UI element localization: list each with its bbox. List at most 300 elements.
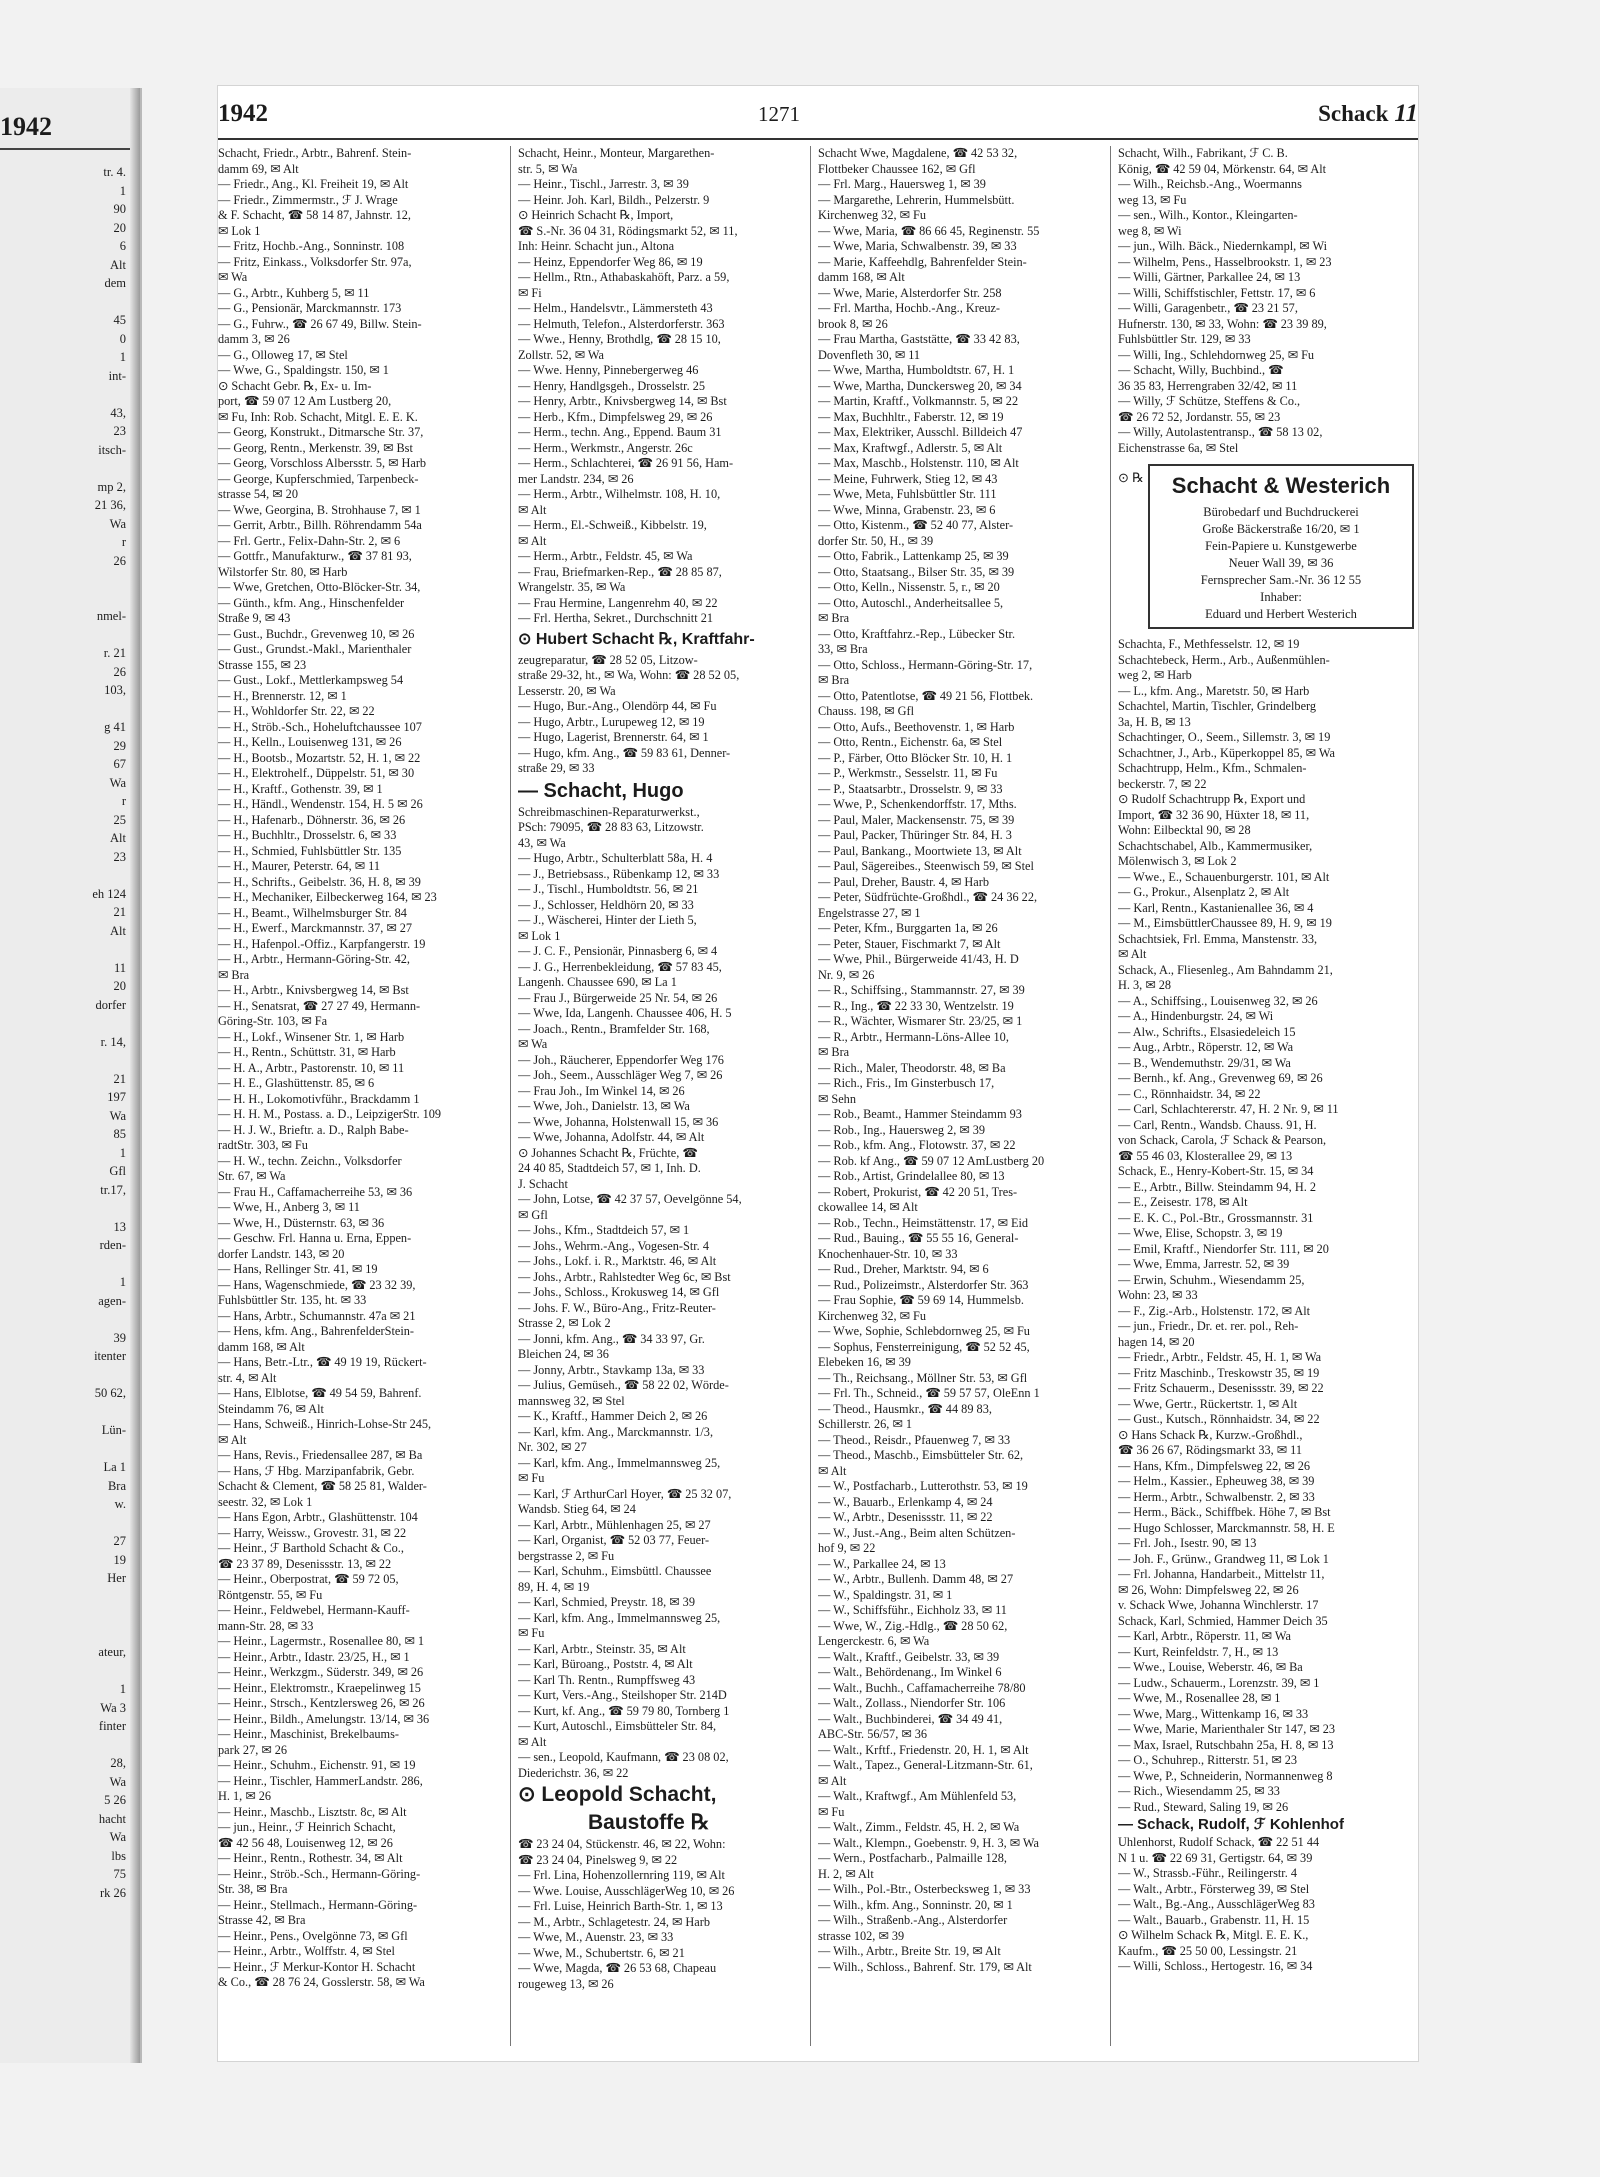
directory-entry-line: — G., Pensionär, Marckmannstr. 173 (218, 301, 402, 315)
directory-entry-line: — H., Schmied, Fuhlsbüttler Str. 135 (218, 843, 402, 858)
directory-entry-line: — Gust., Lokf., Mettlerkampsweg 54 (218, 673, 404, 687)
directory-entry-line: — H., Arbtr., Hermann-Göring-Str. 42, (218, 952, 410, 966)
directory-entry-line: — Wwe, Martha, Dunckersweg 20, ✉ 34 (818, 378, 1022, 393)
directory-entry-line: — George, Kupferschmied, Tarpenbeck- (218, 471, 419, 486)
adjacent-page-fragment: lbs (111, 1848, 126, 1863)
adjacent-page-fragment: ateur, (98, 1645, 126, 1659)
directory-entry-line: weg 2, ✉ Harb (1118, 668, 1192, 682)
directory-entry-line: — H., Kraftf., Gothenstr. 39, ✉ 1 (218, 781, 383, 796)
directory-entry-line: — Max, Maschb., Holstenstr. 110, ✉ Alt (818, 456, 1019, 470)
directory-entry-line: — Johs., Wehrm.-Ang., Vogesen-Str. 4 (518, 1238, 709, 1253)
column-3 (818, 146, 1103, 2046)
adjacent-page-fragment: Gfl (109, 1164, 126, 1178)
directory-entry-line: Strasse 2, ✉ Lok 2 (518, 1316, 611, 1330)
adjacent-page-fragment: 21 (113, 905, 126, 919)
directory-entry-line: — H., Elektrohelf., Düppelstr. 51, ✉ 30 (218, 766, 415, 780)
directory-entry-line: — Herm., El.-Schweiß., Kibbelstr. 19, (518, 518, 707, 532)
directory-entry-line: Schachtsiek, Frl. Emma, Manstenstr. 33, (1118, 931, 1318, 946)
directory-entry-line: Wilstorfer Str. 80, ✉ Harb (218, 564, 348, 579)
column-divider (510, 146, 511, 2046)
adjacent-page-fragment (6, 1310, 126, 1329)
entry-heading-leopold: ⊙ Leopold Schacht, (518, 1783, 717, 1806)
directory-entry-line: — John, Lotse, ☎ 42 37 57, Oevelgönne 54, (518, 1192, 742, 1206)
directory-entry-line: — Paul, Sägereibes., Steenwisch 59, ✉ Stel (818, 859, 1034, 873)
directory-entry-line: ⊙ Schacht Gebr. ℞, Ex- u. Im- (218, 378, 372, 393)
directory-entry-line: — Wwe, M., Schubertstr. 6, ✉ 21 (518, 1945, 685, 1960)
directory-entry-line: Hufnerstr. 130, ✉ 33, Wohn: ☎ 23 39 89, (1118, 316, 1327, 331)
directory-entry-line: — Frl. Hertha, Sekret., Durchschnitt 21 (518, 611, 714, 625)
adjacent-page-fragment (6, 1199, 126, 1218)
directory-entry-line: — jun., Heinr., ℱ Heinrich Schacht, (218, 1820, 396, 1834)
directory-entry-line: — Carl, Schlachtererstr. 47, H. 2 Nr. 9, ✉ 11 (1118, 1102, 1339, 1116)
directory-entry-line: — H., Schrifts., Geibelstr. 36, H. 8, ✉ 39 (218, 874, 421, 889)
directory-entry-line: Lesserstr. 20, ✉ Wa (518, 683, 616, 698)
directory-entry-line: H. 3, ✉ 28 (1118, 978, 1172, 992)
directory-entry-line: — H. W., techn. Zeichn., Volksdorfer (218, 1153, 402, 1168)
directory-entry-line: — Bernh., kf. Ang., Grevenweg 69, ✉ 26 (1118, 1071, 1323, 1085)
directory-entry-line: — Wwe, Marie, Marienthaler Str 147, ✉ 23 (1118, 1722, 1336, 1736)
entry-heading-hugo: — Schacht, Hugo (518, 779, 684, 802)
directory-entry-line: — Hans, Revis., Friedensallee 287, ✉ Ba (218, 1448, 423, 1462)
directory-entry-line: — Rich., Fris., Im Ginsterbusch 17, (818, 1076, 995, 1090)
directory-entry-line: — Walt., Arbtr., Försterweg 39, ✉ Stel (1118, 1881, 1310, 1896)
directory-entry-line: — Helm., Kassier., Epheuweg 38, ✉ 39 (1118, 1474, 1315, 1488)
directory-entry-line: — Heinr., Strsch., Kentzlersweg 26, ✉ 26 (218, 1696, 425, 1710)
adjacent-page-fragment: 23 (113, 849, 126, 864)
adjacent-page-fragment (6, 293, 126, 312)
directory-entry-line: brook 8, ✉ 26 (818, 316, 888, 331)
directory-entry-line: — Walt., Behördenang., Im Winkel 6 (818, 1665, 1002, 1679)
directory-entry-line: — Erwin, Schuhm., Wiesendamm 25, (1118, 1272, 1305, 1287)
directory-entry-line: — Wilh., Reichsb.-Ang., Woermanns (1118, 177, 1302, 191)
adjacent-page-fragment (6, 626, 126, 645)
directory-entry-line: — Herm., Arbtr., Schwalbenstr. 2, ✉ 33 (1118, 1489, 1315, 1504)
page-year: 1942 (218, 100, 268, 127)
adjacent-page-fragment: Alt (110, 257, 126, 272)
directory-entry-line: — Theod., Hausmkr., ☎ 44 89 83, (818, 1401, 992, 1416)
directory-entry-line: Nr. 9, ✉ 26 (818, 967, 875, 982)
directory-entry-line: strasse 102, ✉ 39 (818, 1928, 905, 1943)
adjacent-page-fragment: 5 26 (104, 1793, 126, 1807)
directory-entry-line: weg 8, ✉ Wi (1118, 223, 1182, 238)
directory-entry-line: — G., Prokur., Alsenplatz 2, ✉ Alt (1118, 885, 1290, 899)
directory-entry-line: ✉ Sehn (818, 1091, 856, 1106)
directory-entry-line: — Walt., Buchh., Caffamacherreihe 78/80 (818, 1680, 1026, 1695)
directory-entry-line: & F. Schacht, ☎ 58 14 87, Jahnstr. 12, (218, 208, 411, 222)
directory-entry-line: — Otto, Kistenm., ☎ 52 40 77, Alster- (818, 518, 1014, 532)
directory-entry-line: — Carl, Rentn., Wandsb. Chauss. 91, H. (1118, 1117, 1317, 1132)
adjacent-page-fragment: Wa (109, 1774, 126, 1789)
directory-entry-line: — Heinr., Ströb.-Sch., Hermann-Göring- (218, 1866, 421, 1881)
directory-entry-line: — Herm., Bäck., Schiffbek. Höhe 7, ✉ Bst (1118, 1505, 1331, 1519)
adjacent-page-fragment: itsch- (98, 442, 126, 457)
directory-entry-line: straße 29, ✉ 33 (518, 761, 595, 775)
directory-entry-line: — Heinr., ℱ Barthold Schacht & Co., (218, 1541, 404, 1555)
directory-entry-line: — Wern., Postfacharb., Palmaille 128, (818, 1851, 1008, 1865)
directory-entry-line: Schachtel, Martin, Tischler, Grindelberg (1118, 699, 1317, 713)
directory-entry-line: — Karl, Rentn., Kastanienallee 36, ✉ 4 (1118, 900, 1314, 915)
directory-entry-line: — Julius, Gemüseh., ☎ 58 22 02, Wörde- (518, 1378, 729, 1392)
directory-entry-line: — Walt., Kraftwgf., Am Mühlenfeld 53, (818, 1789, 1017, 1803)
adjacent-page-fragment: r. 14, (100, 1034, 126, 1049)
adjacent-page-fragment: 28, (110, 1756, 126, 1770)
directory-entry-line: — Otto, Fabrik., Lattenkamp 25, ✉ 39 (818, 549, 1009, 563)
directory-entry-line: ⊙ Johannes Schacht ℞, Früchte, ☎ (518, 1145, 698, 1160)
directory-entry-line: — Heinr., ℱ Merkur-Kontor H. Schacht (218, 1959, 416, 1974)
directory-entry-line: Straße 9, ✉ 43 (218, 611, 291, 625)
directory-entry-line: Göring-Str. 103, ✉ Fa (218, 1014, 328, 1028)
directory-entry-line: Elebeken 16, ✉ 39 (818, 1355, 911, 1369)
directory-entry-line: seestr. 32, ✉ Lok 1 (218, 1494, 313, 1509)
directory-entry-line: — Frau H., Caffamacherreihe 53, ✉ 36 (218, 1184, 413, 1199)
directory-entry-line: Eichenstrasse 6a, ✉ Stel (1118, 440, 1239, 455)
directory-entry-line: — K., Kraftf., Hammer Deich 2, ✉ 26 (518, 1409, 708, 1423)
directory-entry-line: — Wwe, Minna, Grabenstr. 23, ✉ 6 (818, 502, 996, 517)
directory-entry-line: — Heinr., Werkzgm., Süderstr. 349, ✉ 26 (218, 1665, 424, 1679)
directory-entry-line: ✉ Alt (218, 1432, 247, 1447)
directory-entry-line: — H., Senatsrat, ☎ 27 27 49, Hermann- (218, 998, 421, 1013)
directory-entry-line: — Helmuth, Telefon., Alsterdorferstr. 363 (518, 316, 725, 331)
adjacent-page-fragment: mp 2, (97, 479, 126, 494)
directory-entry-line: — M., Arbtr., Schlagetestr. 24, ✉ Harb (518, 1914, 711, 1929)
directory-entry-line: 36 35 83, Herrengraben 32/42, ✉ 11 (1118, 378, 1298, 393)
directory-entry-line: park 27, ✉ 26 (218, 1742, 288, 1757)
adjacent-page-fragment: g 41 (104, 720, 126, 734)
adjacent-page-fragment: 90 (113, 202, 126, 216)
directory-entry-line: mannsweg 32, ✉ Stel (518, 1393, 625, 1408)
directory-entry-line: — Hans, Schweiß., Hinrich-Lohse-Str 245, (218, 1417, 432, 1431)
adjacent-page-fragment: 1 (119, 350, 126, 364)
adjacent-page-fragment: 43, (110, 405, 126, 420)
directory-entry-line: weg 13, ✉ Fu (1118, 192, 1187, 207)
directory-entry-line: — Frl. Lina, Hohenzollernring 119, ✉ Alt (518, 1868, 725, 1882)
directory-entry-line: — H., Brennerstr. 12, ✉ 1 (218, 688, 347, 703)
directory-entry-line: — Hans, Arbtr., Schumannstr. 47a ✉ 21 (218, 1308, 416, 1323)
directory-entry-line: — Willy, Autolastentransp., ☎ 58 13 02, (1118, 425, 1323, 439)
directory-entry-line: — Rud., Bauing., ☎ 55 55 16, General- (818, 1231, 1019, 1245)
advertisement-line: Inhaber: (1260, 590, 1302, 604)
directory-entry-line: Flottbeker Chaussee 162, ✉ Gfl (818, 161, 976, 176)
directory-entry-line: ✉ Bra (818, 611, 850, 625)
directory-entry-line: — Hugo, kfm. Ang., ☎ 59 83 61, Denner- (518, 745, 731, 760)
directory-entry-line: — W., Spaldingstr. 31, ✉ 1 (818, 1587, 953, 1602)
directory-entry-line: zeugreparatur, ☎ 28 52 05, Litzow- (518, 652, 698, 667)
adjacent-page-fragment: 39 (113, 1330, 126, 1345)
directory-entry-line: — G., Olloweg 17, ✉ Stel (218, 347, 348, 362)
directory-entry-line: Schacht, Wilh., Fabrikant, ℱ C. B. (1118, 146, 1288, 160)
directory-entry-line: rougeweg 13, ✉ 26 (518, 1976, 614, 1991)
directory-entry-line: — W., Postfacharb., Lutterothstr. 53, ✉ 19 (818, 1479, 1028, 1493)
directory-entry-line: — Wwe. Henny, Pinnebergerweg 46 (518, 363, 699, 377)
directory-entry-line: — Wilh., kfm. Ang., Sonninstr. 20, ✉ 1 (818, 1897, 1013, 1912)
directory-entry-line: Kirchenweg 32, ✉ Fu (818, 1308, 926, 1323)
adjacent-page-fragment: 67 (113, 757, 126, 771)
directory-entry-line: ✉ 26, Wohn: Dimpfelsweg 22, ✉ 26 (1118, 1582, 1299, 1597)
directory-entry-line: straße 29-32, ht., ✉ Wa, Wohn: ☎ 28 52 05, (518, 668, 740, 682)
directory-entry-line: — Meine, Fuhrwerk, Stieg 12, ✉ 43 (818, 471, 998, 486)
directory-entry-line: — A., Hindenburgstr. 24, ✉ Wi (1118, 1009, 1274, 1023)
directory-entry-line: ✉ Bra (818, 673, 850, 687)
directory-entry-line: Wohn: 23, ✉ 33 (1118, 1288, 1198, 1302)
adjacent-page-fragment: 1 (119, 183, 126, 198)
directory-entry-line: — Frl. Martha, Hochb.-Ang., Kreuz- (818, 301, 1001, 315)
directory-entry-line: — Walt., Tapez., General-Litzmann-Str. 61, (818, 1758, 1033, 1772)
directory-entry-line: — Paul, Bankang., Moortwiete 13, ✉ Alt (818, 843, 1022, 858)
directory-entry-line: — Theod., Maschb., Eimsbütteler Str. 62, (818, 1448, 1024, 1462)
directory-entry-line: — Heinr., Stellmach., Hermann-Göring- (218, 1897, 418, 1912)
directory-entry-line: — Wwe., E., Schauenburgerstr. 101, ✉ Alt (1118, 869, 1330, 884)
directory-entry-line: — Karl, kfm. Ang., Marckmannstr. 1/3, (518, 1424, 714, 1439)
adjacent-page-fragment: 6 (119, 239, 126, 253)
directory-entry-line: — Rob., Techn., Heimstättenstr. 17, ✉ Eid (818, 1215, 1029, 1230)
directory-entry-line: — Karl, Schuhm., Eimsbüttl. Chaussee (518, 1564, 712, 1578)
directory-entry-line: ☎ 23 24 04, Pinelsweg 9, ✉ 22 (518, 1852, 678, 1867)
directory-entry-line: damm 168, ✉ Alt (218, 1339, 305, 1354)
entry-heading-hubert: ⊙ Hubert Schacht ℞, Kraftfahr- (518, 630, 755, 648)
directory-entry-line: von Schack, Carola, ℱ Schack & Pearson, (1118, 1133, 1327, 1147)
directory-entry-line: — Walt., Bg.-Ang., AusschlägerWeg 83 (1118, 1897, 1315, 1911)
directory-entry-line: — H. E., Glashüttenstr. 85, ✉ 6 (218, 1076, 375, 1090)
directory-entry-line: — Rich., Maler, Theodorstr. 48, ✉ Ba (818, 1060, 1006, 1075)
directory-entry-line: — Margarethe, Lehrerin, Hummelsbütt. (818, 192, 1015, 207)
directory-entry-line: 3a, H. B, ✉ 13 (1118, 714, 1191, 729)
directory-entry-line: ☎ 55 46 03, Klosterallee 29, ✉ 13 (1118, 1148, 1293, 1163)
directory-entry-line: — Max, Kraftwgf., Adlerstr. 5, ✉ Alt (818, 440, 1003, 455)
directory-entry-line: — J., Tischl., Humboldtstr. 56, ✉ 21 (518, 882, 699, 896)
adjacent-page-fragment (6, 1051, 126, 1070)
directory-entry-line: ✉ Alt (518, 533, 547, 548)
directory-entry-line: — Wwe, Meta, Fuhlsbüttler Str. 111 (818, 487, 997, 501)
adjacent-page-fragment: int- (108, 368, 126, 383)
directory-entry-line: — Hens, kfm. Ang., BahrenfelderStein- (218, 1324, 415, 1338)
directory-entry-line: — Hans, Kfm., Dimpfelsweg 22, ✉ 26 (1118, 1458, 1311, 1473)
directory-entry-line: — M., EimsbüttlerChaussee 89, H. 9, ✉ 19 (1118, 916, 1332, 930)
directory-entry-line: Schreibmaschinen-Reparaturwerkst., (518, 804, 700, 819)
directory-entry-line: — Heinr., Arbtr., Idastr. 23/25, H., ✉ 1 (218, 1649, 410, 1664)
directory-entry-line: ✉ Alt (818, 1463, 847, 1478)
directory-entry-line: — Herm., Arbtr., Wilhelmstr. 108, H. 10, (518, 487, 721, 501)
directory-entry-line: — H., Händl., Wendenstr. 154, H. 5 ✉ 26 (218, 797, 423, 811)
directory-entry-line: ☎ S.-Nr. 36 04 31, Rödingsmarkt 52, ✉ 11, (518, 223, 738, 238)
directory-entry-line: — Karl, Organist, ☎ 52 03 77, Feuer- (518, 1533, 710, 1547)
directory-entry-line: — H. H. M., Postass. a. D., LeipzigerStr. 109 (218, 1107, 442, 1121)
directory-entry-line: Kaufm., ☎ 25 50 00, Lessingstr. 21 (1118, 1943, 1298, 1958)
directory-entry-line: bergstrasse 2, ✉ Fu (518, 1548, 615, 1563)
directory-entry-line: ✉ Fu, Inh: Rob. Schacht, Mitgl. E. E. K. (218, 409, 418, 424)
directory-entry-line: — P., Werkmstr., Sesselstr. 11, ✉ Fu (818, 766, 998, 780)
directory-entry-line: v. Schack Wwe, Johanna Winchlerstr. 17 (1118, 1598, 1319, 1612)
directory-entry-line: — Wwe., Henny, Brothdlg, ☎ 28 15 10, (518, 332, 721, 346)
directory-entry-line: — Heinr., Rentn., Rothestr. 34, ✉ Alt (218, 1851, 403, 1865)
directory-entry-line: — J., Schlosser, Heldhörn 20, ✉ 33 (518, 897, 694, 912)
directory-page (218, 86, 1418, 2061)
adjacent-page-fragment: w. (114, 1497, 126, 1511)
directory-entry-line: — Heinr., Arbtr., Wolffstr. 4, ✉ Stel (218, 1944, 395, 1958)
directory-entry-line: — Martin, Kraftf., Volkmannstr. 5, ✉ 22 (818, 394, 1019, 408)
directory-entry-line: — E., Arbtr., Billw. Steindamm 94, H. 2 (1118, 1179, 1316, 1194)
directory-entry-line: Fuhlsbüttler Str. 129, ✉ 33 (1118, 332, 1251, 346)
running-head-name: Schack (1318, 101, 1389, 126)
directory-entry-line: 43, ✉ Wa (518, 835, 566, 850)
directory-entry-line: mer Landstr. 234, ✉ 26 (518, 471, 634, 486)
directory-entry-line: — Wwe, H., Anberg 3, ✉ 11 (218, 1200, 360, 1214)
directory-entry-line: — Frl. Th., Schneid., ☎ 59 57 57, OleEnn 1 (818, 1386, 1040, 1400)
directory-entry-line: — Karl Th. Rentn., Rumpffsweg 43 (518, 1672, 696, 1687)
directory-entry-line: — Johs., Schloss., Krokusweg 14, ✉ Gfl (518, 1285, 720, 1299)
adjacent-page-fragment (6, 1366, 126, 1385)
directory-entry-line: — Wwe, Johanna, Adolfstr. 44, ✉ Alt (518, 1130, 705, 1144)
directory-entry-line: — Th., Reichsang., Möllner Str. 53, ✉ Gfl (818, 1370, 1028, 1385)
directory-entry-line: Kirchenweg 32, ✉ Fu (818, 208, 926, 222)
advertisement-line: Eduard und Herbert Westerich (1205, 607, 1357, 621)
directory-entry-line: — Peter, Kfm., Burggarten 1a, ✉ 26 (818, 921, 998, 935)
directory-entry-line: — Frau Hermine, Langenrehm 40, ✉ 22 (518, 595, 718, 610)
directory-entry-line: Diederichstr. 36, ✉ 22 (518, 1765, 629, 1780)
directory-entry-line: damm 3, ✉ 26 (218, 332, 290, 346)
header-rule (218, 138, 1418, 140)
directory-entry-line: — Karl, ℱ ArthurCarl Hoyer, ☎ 25 32 07, (518, 1486, 732, 1501)
directory-entry-line: — W., Strassb.-Führ., Reilingerstr. 4 (1118, 1866, 1297, 1880)
directory-entry-line: Schack, E., Henry-Kobert-Str. 15, ✉ 34 (1118, 1164, 1314, 1178)
directory-entry-line: — Wilh., Straßenb.-Ang., Alsterdorfer (818, 1913, 1008, 1927)
directory-entry-line: — J. G., Herrenbekleidung, ☎ 57 83 45, (518, 959, 722, 974)
directory-entry-line: — Fritz, Einkass., Volksdorfer Str. 97a, (218, 254, 412, 269)
directory-entry-line: — Frl. Gertr., Felix-Dahn-Str. 2, ✉ 6 (218, 533, 401, 548)
directory-entry-line: — Alw., Schrifts., Elsasiedeleich 15 (1118, 1024, 1296, 1039)
directory-entry-line: Wandsb. Stieg 64, ✉ 24 (518, 1502, 636, 1516)
directory-entry-line: — Walt., Klempn., Goebenstr. 9, H. 3, ✉ Wa (818, 1835, 1039, 1850)
directory-entry-line: — Hugo, Arbtr., Schulterblatt 58a, H. 4 (518, 851, 713, 865)
directory-entry-line: — Wwe, G., Spaldingstr. 150, ✉ 1 (218, 363, 389, 377)
directory-entry-line: Schachtrupp, Helm., Kfm., Schmalen- (1118, 761, 1307, 775)
adjacent-page-fragment: 11 (113, 960, 126, 975)
directory-entry-line: Str. 67, ✉ Wa (218, 1169, 286, 1183)
directory-entry-line: — Herm., Werkmstr., Angerstr. 26c (518, 440, 693, 455)
directory-entry-line: ✉ Alt (818, 1773, 847, 1788)
directory-entry-line: N 1 u. ☎ 22 69 31, Gertigstr. 64, ✉ 39 (1118, 1850, 1313, 1865)
directory-entry-line: — Karl, kfm. Ang., Immelmannsweg 25, (518, 1610, 721, 1625)
directory-entry-line: — Karl, Schmied, Preystr. 18, ✉ 39 (518, 1595, 695, 1609)
page-running-head (1318, 100, 1418, 128)
adjacent-page-fragment: Alt (110, 831, 126, 845)
adjacent-page-fragment: 23 (113, 424, 126, 438)
directory-entry-line: Strasse 155, ✉ 23 (218, 657, 307, 672)
directory-entry-line: — W., Arbtr., Bullenh. Damm 48, ✉ 27 (818, 1572, 1014, 1586)
directory-entry-line: — Hugo, Lagerist, Brennerstr. 64, ✉ 1 (518, 730, 709, 744)
column-divider (810, 146, 811, 2046)
directory-entry-line: — Robert, Prokurist, ☎ 42 20 51, Tres- (818, 1184, 1018, 1199)
adjacent-page-fragment: 197 (107, 1090, 126, 1104)
directory-entry-line: — Hans, Betr.-Ltr., ☎ 49 19 19, Rückert- (218, 1355, 427, 1369)
directory-entry-line: — Wwe, Maria, Schwalbenstr. 39, ✉ 33 (818, 239, 1017, 253)
directory-entry-line: — H., Ewerf., Marckmannstr. 37, ✉ 27 (218, 921, 413, 935)
adjacent-page-fragment: tr.17, (100, 1182, 126, 1197)
directory-entry-line: Wohn: Eilbecktal 90, ✉ 28 (1118, 823, 1251, 837)
directory-entry-line: — W., Parkallee 24, ✉ 13 (818, 1556, 946, 1571)
adjacent-page-fragment: 20 (113, 979, 126, 993)
directory-entry-line: — Willi, Garagenbetr., ☎ 23 21 57, (1118, 301, 1298, 315)
directory-entry-line: — H., Wohldorfer Str. 22, ✉ 22 (218, 704, 375, 718)
directory-entry-line: — Wwe, Phil., Bürgerweide 41/43, H. D (818, 952, 1019, 966)
adjacent-page-fragment: 21 (113, 1071, 126, 1086)
directory-entry-line: — Henry, Arbtr., Knivsbergweg 14, ✉ Bst (518, 394, 727, 408)
directory-entry-line: — sen., Leopold, Kaufmann, ☎ 23 08 02, (518, 1750, 729, 1764)
directory-entry-line: Uhlenhorst, Rudolf Schack, ☎ 22 51 44 (1118, 1835, 1320, 1849)
directory-entry-line: Schacht Wwe, Magdalene, ☎ 42 53 32, (818, 146, 1018, 160)
directory-entry-line: — Heinr., Tischl., Jarrestr. 3, ✉ 39 (518, 177, 689, 191)
adjacent-page-fragment (6, 1514, 126, 1533)
adjacent-page-number: 1942 (0, 112, 52, 141)
adjacent-page-fragment: rk 26 (99, 1885, 126, 1900)
directory-entry-line: ☎ 36 26 67, Rödingsmarkt 33, ✉ 11 (1118, 1443, 1302, 1457)
directory-entry-line: beckerstr. 7, ✉ 22 (1118, 776, 1207, 791)
registered-firm-mark: ⊙ ℞ (1118, 470, 1144, 485)
directory-entry-line: PSch: 79095, ☎ 28 83 63, Litzowstr. (518, 820, 704, 834)
directory-entry-line: — Gust., Kutsch., Rönnhaidstr. 34, ✉ 22 (1118, 1412, 1320, 1426)
advertisement-line: Große Bäckerstraße 16/20, ✉ 1 (1202, 522, 1360, 536)
directory-entry-line: ☎ 23 37 89, Desenissstr. 13, ✉ 22 (218, 1556, 392, 1571)
adjacent-page-fragment: 20 (113, 220, 126, 235)
directory-entry-line: Wrangelstr. 35, ✉ Wa (518, 580, 626, 594)
directory-entry-line: — Aug., Arbtr., Röperstr. 12, ✉ Wa (1118, 1040, 1294, 1054)
directory-entry-line: — Frau J., Bürgerweide 25 Nr. 54, ✉ 26 (518, 990, 718, 1005)
directory-entry-line: — H., Hafenpol.-Offiz., Karpfangerstr. 19 (218, 936, 426, 951)
directory-entry-line: — C., Rönnhaidstr. 34, ✉ 22 (1118, 1086, 1261, 1101)
directory-entry-line: — Walt., Buchbinderei, ☎ 34 49 41, (818, 1711, 1003, 1726)
directory-entry-line: Schachtschabel, Alb., Kammermusiker, (1118, 838, 1313, 853)
directory-entry-line: — H. J. W., Brieftr. a. D., Ralph Babe- (218, 1122, 409, 1137)
adjacent-page-fragment: 26 (113, 553, 126, 568)
column-4 (1118, 146, 1416, 2046)
advertisement-line: Bürobedarf und Buchdruckerei (1203, 505, 1359, 519)
directory-entry-line: Engelstrasse 27, ✉ 1 (818, 905, 921, 920)
directory-entry-line: — Fritz Maschinb., Treskowstr 35, ✉ 19 (1118, 1365, 1320, 1380)
directory-entry-line: Zollstr. 52, ✉ Wa (518, 347, 604, 362)
adjacent-page-fragment (6, 1662, 126, 1681)
directory-entry-line: — Henry, Handlgsgeh., Drosselstr. 25 (518, 378, 706, 393)
directory-entry-line: — J. C. F., Pensionär, Pinnasberg 6, ✉ 4 (518, 944, 718, 958)
directory-entry-line: ✉ Wa (518, 1037, 548, 1051)
directory-entry-line: strasse 54, ✉ 20 (218, 487, 298, 501)
adjacent-page-fragment (6, 570, 126, 589)
directory-entry-line: — Heinr., Maschb., Lisztstr. 8c, ✉ Alt (218, 1804, 407, 1819)
adjacent-page-fragment: 1 (119, 1682, 126, 1696)
directory-entry-line: — Willi, Schiffstischler, Fettstr. 17, ✉ 6 (1118, 285, 1316, 300)
directory-entry-line: Röntgenstr. 55, ✉ Fu (218, 1587, 323, 1602)
adjacent-page-fragment (6, 1588, 126, 1607)
directory-entry-line: — Helm., Handelsvtr., Lämmersteth 43 (518, 301, 713, 315)
directory-entry-line: — jun., Friedr., Dr. et. rer. pol., Reh- (1118, 1319, 1299, 1333)
directory-entry-line: — Willy, ℱ Schütze, Steffens & Co., (1118, 394, 1301, 408)
advertisement-line: Fein-Papiere u. Kunstgewerbe (1205, 539, 1357, 553)
directory-entry-line: — H., Mechaniker, Eilbeckerweg 164, ✉ 23 (218, 890, 437, 904)
directory-entry-line: — Heinr., Bildh., Amelungstr. 13/14, ✉ 36 (218, 1711, 430, 1726)
directory-entry-line: — Herm., Arbtr., Feldstr. 45, ✉ Wa (518, 549, 693, 563)
directory-entry-line: — H., Maurer, Peterstr. 64, ✉ 11 (218, 859, 381, 873)
entry-heading-baustoffe: Baustoffe ℞ (588, 1811, 710, 1834)
directory-entry-line: — Wwe, Marie, Alsterdorfer Str. 258 (818, 285, 1002, 300)
directory-entry-line: str. 4, ✉ Alt (218, 1370, 277, 1385)
directory-entry-line: ✉ Bra (818, 1045, 850, 1059)
directory-entry-line: — Herm., techn. Ang., Eppend. Baum 31 (518, 425, 722, 439)
directory-entry-line: — Wwe, P., Schneiderin, Normannenweg 8 (1118, 1768, 1333, 1783)
directory-entry-line: Inh: Heinr. Schacht jun., Altona (518, 239, 675, 253)
directory-entry-line: ⊙ Wilhelm Schack ℞, Mitgl. E. E. K., (1118, 1928, 1309, 1942)
directory-entry-line: — Rich., Wiesendamm 25, ✉ 33 (1118, 1784, 1280, 1798)
directory-entry-line: Bleichen 24, ✉ 36 (518, 1347, 609, 1361)
directory-entry-line: — Hugo, Arbtr., Lurupeweg 12, ✉ 19 (518, 714, 705, 729)
adjacent-page-fragment: 45 (113, 313, 126, 327)
